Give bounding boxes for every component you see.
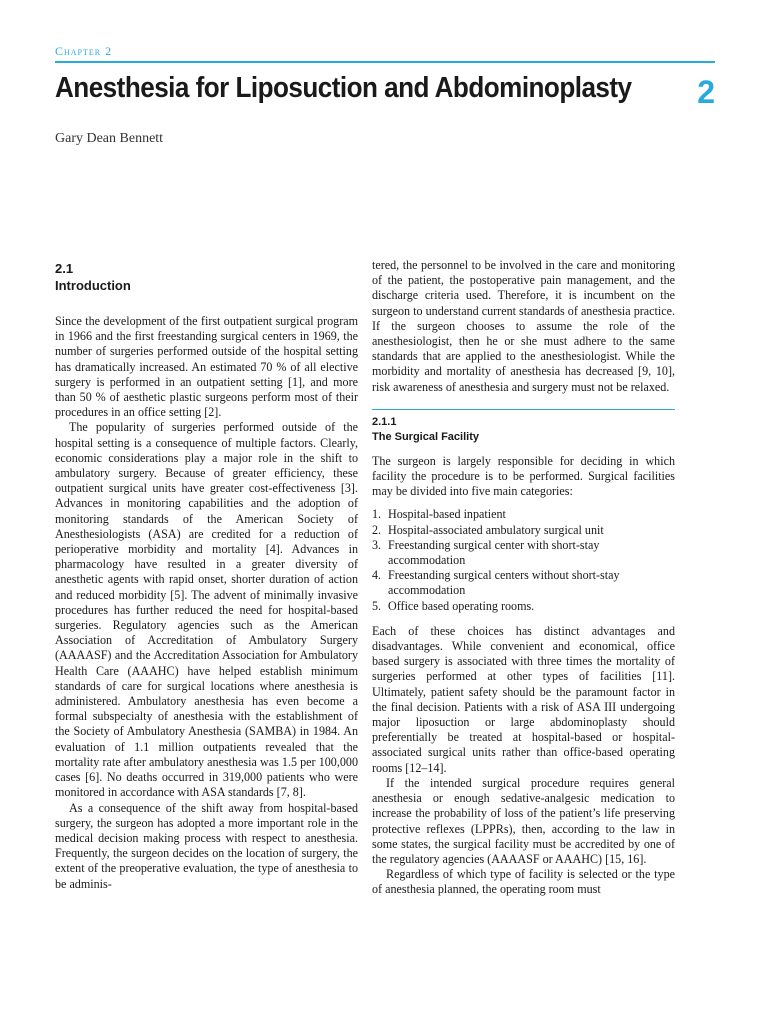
chapter-label: Chapter 2	[55, 44, 113, 58]
list-item-number: 1.	[372, 507, 382, 522]
list-item	[372, 507, 675, 522]
list-item-text: Hospital-associated ambulatory surgical unit	[388, 522, 604, 537]
chapter-rule	[55, 61, 715, 63]
facility-paragraph-1: Each of these choices has distinct advantages and disadvantages. While convenient and economical, office based surgery is associated with three times the mortality of surgeries performed at other types of facilities [11]. Ultimately, patient safety should be the paramount factor in the final decision. Patients with a risk of ASA III undergoing major liposuction or large abdominoplasty should preferentially be treated at hospital-based or hospital-associated surgical units rather than office-based operating rooms [12–14].	[372, 623, 675, 775]
intro-paragraph-3: As a consequence of the shift away from hospital-based surgery, the surgeon has adopted a more important role in the medical decision making process with respect to anesthesia. Frequently, the surgeon decides on the location of surgery, the extent of the preoperative evaluation, the type of anesthesia to be adminis-	[55, 800, 358, 891]
list-item-text: Freestanding surgical center with short-stay accommodation	[388, 537, 600, 568]
subsection-heading	[372, 415, 675, 445]
intro-paragraph-1: Since the development of the first outpatient surgical program in 1966 and the first freestanding surgical centers in 1969, the number of surgeries performed outside of the hospital setting has dramatically increased. An estimated 70 % of all elective surgery is performed in an outpatient setting [1], and more than 50 % of aesthetic plastic surgeons perform most of their procedures in an office setting [2].	[55, 314, 358, 420]
facility-intro: The surgeon is largely responsible for deciding in which facility the procedure is to be performed. Surgical facilities may be divided into five main categories:	[372, 453, 675, 499]
intro-continuation: tered, the personnel to be involved in the care and monitoring of the patient, the postoperative pain management, and the discharge criteria used. Therefore, it is incumbent on the surgeon to understand current standards of anesthesia practice. If the surgeon chooses to assume the role of the anesthesiologist, then he or she must adhere to the same standards that are applied to the anesthesiologist. While the morbidity and mortality of anesthesia has decreased [9, 10], risk awareness of anesthesia and surgery must not be relaxed.	[372, 258, 675, 394]
list-item-text: Hospital-based inpatient	[388, 507, 506, 522]
list-item-number: 5.	[372, 598, 382, 613]
section-heading	[55, 260, 358, 294]
list-item	[372, 599, 675, 614]
right-column	[372, 258, 675, 898]
chapter-title: Anesthesia for Liposuction and Abdominoplasty	[55, 72, 632, 104]
chapter-number: 2	[697, 74, 715, 110]
facility-category-list	[372, 507, 675, 613]
facility-paragraph-3: Regardless of which type of facility is selected or the type of anesthesia planned, the operating room must	[372, 867, 675, 897]
section-number: 2.1	[55, 261, 74, 276]
list-item	[372, 523, 675, 538]
list-item	[372, 538, 675, 568]
list-item-number: 3.	[372, 537, 382, 552]
subsection-number: 2.1.1	[372, 415, 397, 428]
left-column	[55, 258, 358, 892]
subsection-rule	[372, 409, 675, 410]
list-item	[372, 568, 675, 598]
intro-paragraph-2: The popularity of surgeries performed outside of the hospital setting is a consequence of multiple factors. Clearly, economic considerations play a major role in the shift to ambulatory surgery. Because of greater efficiency, these outpatient surgical units have greater cost-effectiveness [3]. Advances in monitoring capabilities and the adoption of monitoring standards of the American Society of Anesthesiologists (ASA) are credited for a reduction of perioperative morbidity and mortality [4]. Advances in pharmacology have resulted in a greater diversity of anesthetic agents with rapid onset, shorter duration of action and reduced morbidity [5]. The advent of minimally invasive procedures has further reduced the need for hospital-based surgeries. Regulatory agencies such as the American Association of Accreditation of Ambulatory Surgery (AAAASF) and the Accreditation Association for Ambulatory Health Care (AAAHC) have helped establish minimum standards of care for surgical locations where anesthesia is administered. Ambulatory anesthesia has even become a formal subspecialty of anesthesia with the establishment of the Society of Ambulatory Anesthesia (SAMBA) in 1984. An evaluation of 1.1 million outpatients revealed that the mortality rate after ambulatory anesthesia was 1.5 per 100,000 cases [6]. No deaths occurred in 319,000 patients who were monitored in accordance with ASA standards [7, 8].	[55, 420, 358, 800]
author: Gary Dean Bennett	[55, 131, 164, 146]
section-title: Introduction	[55, 278, 131, 293]
facility-paragraph-2: If the intended surgical procedure requires general anesthesia or enough sedative-analgesic medication to increase the probability of loss of the patient’s life preserving protective reflexes (LPPRs), then, according to the law in some states, the surgical facility must be accredited by one of the regulatory agencies (AAAASF or AAAHC) [15, 16].	[372, 775, 675, 866]
list-item-text: Freestanding surgical centers without short-stay accommodation	[388, 568, 620, 598]
list-item-number: 4.	[372, 568, 382, 583]
list-item-text: Office based operating rooms.	[388, 598, 535, 613]
list-item-number: 2.	[372, 522, 382, 537]
subsection-title: The Surgical Facility	[372, 430, 479, 443]
